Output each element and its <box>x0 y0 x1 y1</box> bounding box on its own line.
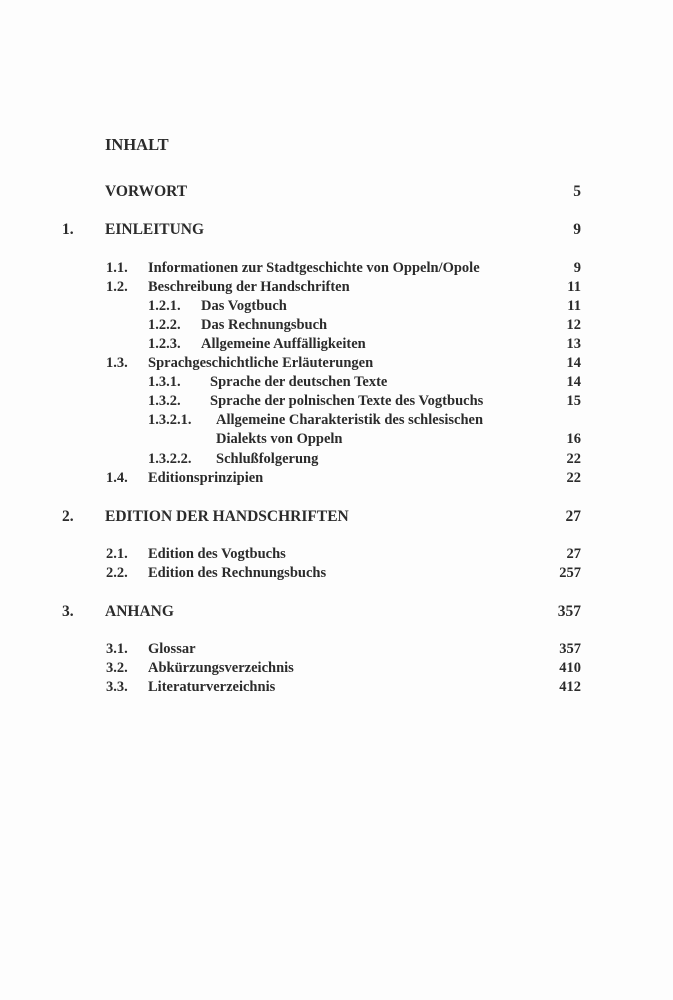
entry-number: 1. <box>62 221 74 238</box>
entry-title: Abkürzungsverzeichnis <box>148 660 294 676</box>
entry-title: Informationen zur Stadtgeschichte von Oppeln/Opole <box>148 260 480 276</box>
entry-number: 1.2.2. <box>148 317 181 333</box>
entry-number: 3. <box>62 603 74 620</box>
entry-title: Edition des Vogtbuchs <box>148 546 286 562</box>
entry-title: Sprachgeschichtliche Erläuterungen <box>148 355 374 371</box>
entry-title: ANHANG <box>105 603 174 620</box>
entry-number: 1.3.2. <box>148 393 181 409</box>
entry-page: 27 <box>566 546 581 562</box>
entry-number: 1.4. <box>106 470 128 486</box>
entry-title: Das Vogtbuch <box>201 298 287 314</box>
entry-number: 2.2. <box>106 565 128 581</box>
entry-title: Beschreibung der Handschriften <box>148 279 350 295</box>
entry-page: 11 <box>567 298 581 314</box>
entry-number: 3.3. <box>106 679 128 695</box>
entry-title: Schlußfolgerung <box>216 451 319 467</box>
entry-title: Glossar <box>148 641 196 657</box>
entry-page: 12 <box>566 317 581 333</box>
entry-page: 357 <box>557 603 581 620</box>
entry-number: 3.1. <box>106 641 128 657</box>
entry-title-continuation: Dialekts von Oppeln <box>216 431 343 447</box>
entry-title: Allgemeine Charakteristik des schlesischen <box>216 412 484 428</box>
entry-number: 1.2. <box>106 279 128 295</box>
entry-number: 2. <box>62 508 74 525</box>
entry-page: 257 <box>559 565 581 581</box>
entry-page: 13 <box>566 336 581 352</box>
entry-title: Allgemeine Auffälligkeiten <box>201 336 366 352</box>
entry-title: VORWORT <box>105 183 188 200</box>
entry-number: 1.3. <box>106 355 128 371</box>
entry-page: 412 <box>559 679 581 695</box>
entry-title: Sprache der deutschen Texte <box>210 374 388 390</box>
entry-number: 1.2.3. <box>148 336 181 352</box>
entry-page: 11 <box>567 279 581 295</box>
entry-number: 2.1. <box>106 546 128 562</box>
entry-title: EINLEITUNG <box>105 221 205 238</box>
entry-page: 22 <box>566 470 581 486</box>
toc-heading: INHALT <box>105 135 169 154</box>
entry-page: 410 <box>559 660 581 676</box>
entry-number: 1.2.1. <box>148 298 181 314</box>
entry-title: Editionsprinzipien <box>148 470 264 486</box>
entry-number: 1.3.1. <box>148 374 181 390</box>
entry-page: 14 <box>566 355 581 371</box>
entry-title: Edition des Rechnungsbuchs <box>148 565 327 581</box>
entry-page: 15 <box>566 393 581 409</box>
entry-page: 27 <box>565 508 581 525</box>
entry-title: EDITION DER HANDSCHRIFTEN <box>105 508 349 525</box>
entry-page: 9 <box>573 221 581 238</box>
entry-number: 1.3.2.2. <box>148 451 192 467</box>
entry-number: 3.2. <box>106 660 128 676</box>
entry-page: 14 <box>566 374 581 390</box>
entry-number: 1.3.2.1. <box>148 412 192 428</box>
entry-title: Das Rechnungsbuch <box>201 317 328 333</box>
entry-page: 22 <box>566 451 581 467</box>
entry-page: 357 <box>559 641 581 657</box>
entry-title: Sprache der polnischen Texte des Vogtbuchs <box>210 393 484 409</box>
entry-page: 5 <box>573 183 581 200</box>
entry-page: 16 <box>566 431 581 447</box>
entry-number: 1.1. <box>106 260 128 276</box>
entry-page: 9 <box>573 260 581 276</box>
entry-title: Literaturverzeichnis <box>148 679 276 695</box>
